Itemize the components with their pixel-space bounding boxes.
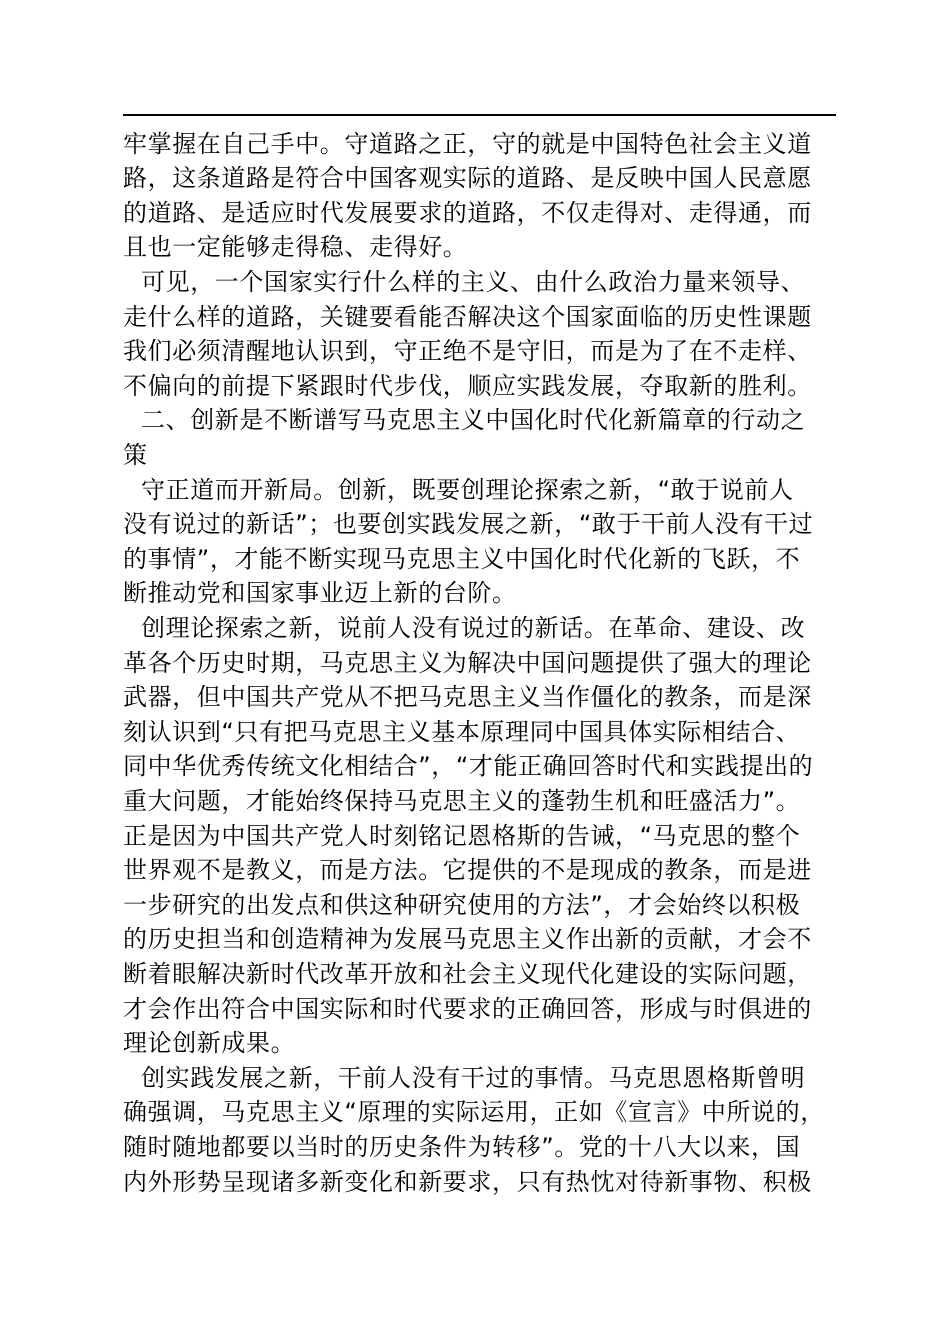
text-line: 牢掌握在自己手中。守道路之正，守的就是中国特色社会主义道	[123, 129, 812, 158]
text-line: 随时随地都要以当时的历史条件为转移”。党的十八大以来，国	[123, 1132, 801, 1161]
text-line: 策	[123, 440, 148, 469]
text-line: 断着眼解决新时代改革开放和社会主义现代化建设的实际问题，	[123, 959, 812, 988]
text-line: 才会作出符合中国实际和时代要求的正确回答，形成与时俱进的	[123, 994, 812, 1023]
text-line: 同中华优秀传统文化相结合”，“才能正确回答时代和实践提出的	[123, 752, 814, 781]
text-line: 确强调，马克思主义“原理的实际运用，正如《宣言》中所说的，	[123, 1098, 825, 1127]
text-line: 可见，一个国家实行什么样的主义、由什么政治力量来领导、	[141, 267, 806, 296]
text-line: 革各个历史时期，马克思主义为解决中国问题提供了强大的理论	[123, 648, 812, 677]
text-line: 且也一定能够走得稳、走得好。	[123, 233, 468, 262]
text-line: 重大问题，才能始终保持马克思主义的蓬勃生机和旺盛活力”。	[123, 786, 801, 815]
text-line: 创理论探索之新，说前人没有说过的新话。在革命、建设、改	[141, 613, 806, 642]
text-line: 正是因为中国共产党人时刻铭记恩格斯的告诫，“马克思的整个	[123, 821, 801, 850]
text-line: 守正道而开新局。创新，既要创理论探索之新，“敢于说前人	[141, 475, 794, 504]
header-rule	[123, 114, 836, 116]
text-line: 内外形势呈现诸多新变化和新要求，只有热忱对待新事物、积极	[123, 1167, 812, 1196]
text-line: 不偏向的前提下紧跟时代步伐，顺应实践发展，夺取新的胜利。	[123, 371, 812, 400]
text-line: 世界观不是教义，而是方法。它提供的不是现成的教条，而是进	[123, 856, 812, 885]
text-line: 走什么样的道路，关键要看能否解决这个国家面临的历史性课题	[123, 302, 812, 331]
text-line: 创实践发展之新，干前人没有干过的事情。马克思恩格斯曾明	[141, 1063, 806, 1092]
text-line: 的事情”，才能不断实现马克思主义中国化时代化新的飞跃，不	[123, 544, 801, 573]
text-line: 的历史担当和创造精神为发展马克思主义作出新的贡献，才会不	[123, 925, 812, 954]
text-line: 的道路、是适应时代发展要求的道路，不仅走得对、走得通，而	[123, 198, 812, 227]
text-line: 一步研究的出发点和供这种研究使用的方法”，才会始终以积极	[123, 890, 801, 919]
text-line: 断推动党和国家事业迈上新的台阶。	[123, 579, 517, 608]
text-line: 我们必须清醒地认识到，守正绝不是守旧，而是为了在不走样、	[123, 337, 812, 366]
text-line: 理论创新成果。	[123, 1029, 296, 1058]
text-line: 刻认识到“只有把马克思主义基本原理同中国具体实际相结合、	[123, 717, 801, 746]
text-line: 武器，但中国共产党从不把马克思主义当作僵化的教条，而是深	[123, 683, 812, 712]
text-line: 二、创新是不断谱写马克思主义中国化时代化新篇章的行动之	[141, 406, 806, 435]
text-line: 路，这条道路是符合中国客观实际的道路、是反映中国人民意愿	[123, 164, 812, 193]
text-line: 没有说过的新话”；也要创实践发展之新，“敢于干前人没有干过	[123, 510, 814, 539]
